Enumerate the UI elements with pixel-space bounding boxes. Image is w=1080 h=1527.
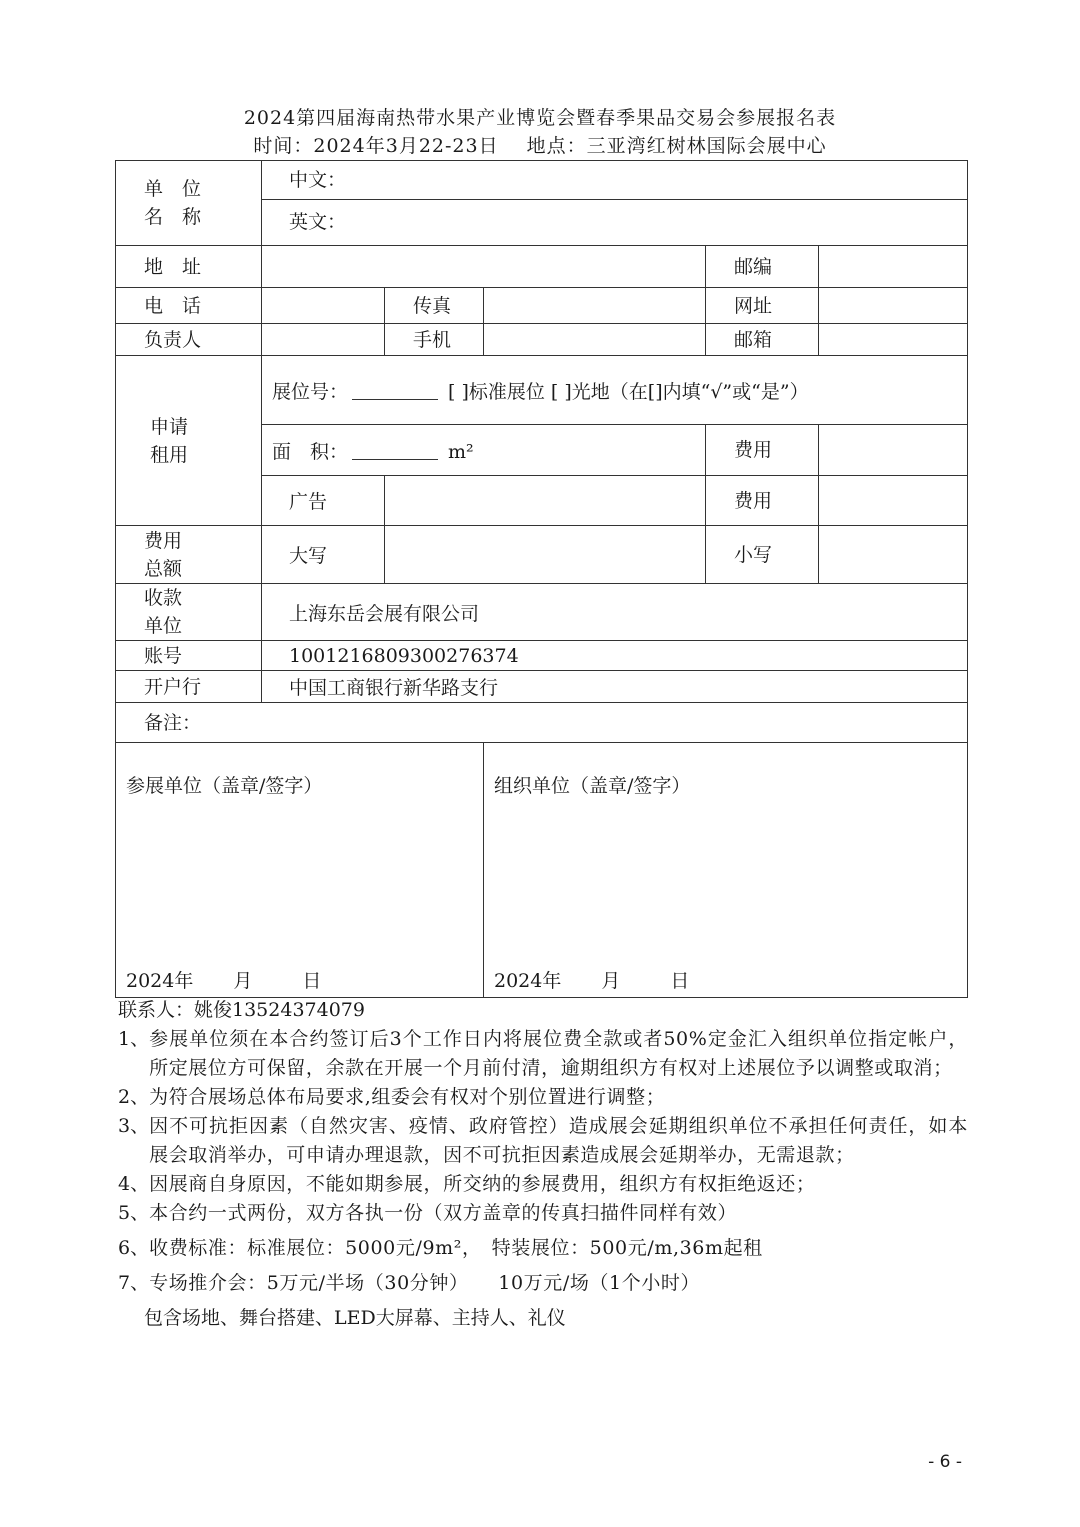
mobile-field[interactable] — [484, 324, 706, 356]
note-number: 4、 — [118, 1173, 150, 1195]
unit-name-row — [116, 161, 968, 246]
phone-field[interactable] — [262, 288, 385, 324]
bank-row — [116, 671, 968, 703]
note-number: 2、 — [118, 1086, 150, 1108]
booth-fee-label: 费用 — [706, 425, 819, 476]
unit-name-cell[interactable] — [262, 161, 968, 246]
note-text: 专场推介会：5万元/半场（30分钟） 10万元/场（1个小时） — [149, 1272, 701, 1294]
note-number: 3、 — [118, 1115, 150, 1137]
event-place: 地点：三亚湾红树林国际会展中心 — [526, 135, 827, 157]
ad-fee-label: 费用 — [706, 476, 819, 526]
note-number: 5、 — [118, 1202, 150, 1224]
note-item — [118, 1199, 968, 1228]
booth-type-options[interactable]: [ ]标准展位 [ ]光地（在[]内填“√”或“是”） — [448, 380, 809, 403]
bank-label: 开户行 — [116, 671, 262, 703]
note-item — [118, 1083, 968, 1112]
registration-table — [115, 160, 968, 998]
fax-label: 传真 — [385, 288, 484, 324]
account-label: 账号 — [116, 641, 262, 671]
page-number: - 6 - — [928, 1452, 962, 1472]
website-label: 网址 — [706, 288, 819, 324]
booth-row — [116, 356, 968, 425]
remarks-row — [116, 703, 968, 743]
address-field[interactable] — [262, 246, 706, 288]
area-label: 面 积： — [272, 440, 349, 463]
remarks-label: 备注： — [144, 711, 202, 734]
lowercase-label: 小写 — [706, 526, 819, 584]
address-row — [116, 246, 968, 288]
ad-label: 广告 — [262, 476, 385, 526]
fax-field[interactable] — [484, 288, 706, 324]
booth-number-blank[interactable] — [352, 381, 438, 400]
phone-label: 电 话 — [116, 288, 262, 324]
exhibitor-signature-box[interactable] — [116, 743, 484, 998]
note-text: 收费标准：标准展位：5000元/9m²， 特装展位：500元/m,36m起租 — [149, 1237, 763, 1259]
payee-label: 收款 单位 — [116, 584, 262, 641]
booth-number-label: 展位号： — [272, 380, 349, 403]
form-subtitle — [0, 131, 1080, 158]
zip-label: 邮编 — [706, 246, 819, 288]
note-number: 6、 — [118, 1237, 150, 1259]
payee-row — [116, 584, 968, 641]
note-item — [118, 1170, 968, 1199]
area-blank[interactable] — [352, 441, 438, 460]
payee-value: 上海东岳会展有限公司 — [262, 584, 968, 641]
phone-row — [116, 288, 968, 324]
exhibitor-date: 2024年 月 日 — [126, 970, 322, 992]
form-title: 2024第四届海南热带水果产业博览会暨春季果品交易会参展报名表 — [243, 107, 837, 129]
email-label: 邮箱 — [706, 324, 819, 356]
english-name-field[interactable]: 英文： — [289, 211, 347, 233]
notes-section — [118, 996, 968, 1333]
signature-row — [116, 743, 968, 998]
ad-fee-field[interactable] — [819, 476, 968, 526]
note-text: 因不可抗拒因素（自然灾害、疫情、政府管控）造成展会延期组织单位不承担任何责任，如本展会取消举办，可申请办理退款，因不可抗拒因素造成展会延期举办，无需退款； — [149, 1115, 968, 1166]
event-time: 时间：2024年3月22-23日 — [253, 135, 499, 157]
uppercase-field[interactable] — [385, 526, 706, 584]
manager-label: 负责人 — [116, 324, 262, 356]
note-text: 为符合展场总体布局要求,组委会有权对个别位置进行调整； — [149, 1086, 666, 1108]
note-item — [118, 1269, 968, 1298]
organizer-signature-box[interactable] — [484, 743, 968, 998]
ad-field[interactable] — [385, 476, 706, 526]
organizer-date: 2024年 月 日 — [494, 970, 690, 992]
note-text: 本合约一式两份，双方各执一份（双方盖章的传真扫描件同样有效） — [149, 1202, 738, 1224]
note-text: 参展单位须在本合约签订后3个工作日内将展位费全款或者50%定金汇入组织单位指定帐户，所定展位方可保留，余款在开展一个月前付清，逾期组织方有权对上述展位予以调整或取消； — [149, 1028, 968, 1079]
booth-fee-field[interactable] — [819, 425, 968, 476]
booth-cell — [262, 356, 968, 425]
zip-field[interactable] — [819, 246, 968, 288]
chinese-name-field[interactable]: 中文： — [262, 161, 967, 200]
area-cell — [262, 425, 706, 476]
account-value: 1001216809300276374 — [262, 641, 968, 671]
note-text: 因展商自身原因，不能如期参展，所交纳的参展费用，组织方有权拒绝返还； — [149, 1173, 816, 1195]
exhibitor-signature-label: 参展单位（盖章/签字） — [126, 775, 323, 797]
mobile-label: 手机 — [385, 324, 484, 356]
notes-tail: 包含场地、舞台搭建、LED大屏幕、主持人、礼仪 — [144, 1307, 566, 1329]
notes-list — [118, 1025, 968, 1298]
total-row — [116, 526, 968, 584]
account-row — [116, 641, 968, 671]
manager-row — [116, 324, 968, 356]
area-unit: m² — [448, 440, 474, 463]
organizer-signature-label: 组织单位（盖章/签字） — [494, 775, 691, 797]
email-field[interactable] — [819, 324, 968, 356]
note-number: 7、 — [118, 1272, 150, 1294]
website-field[interactable] — [819, 288, 968, 324]
manager-field[interactable] — [262, 324, 385, 356]
apply-label: 申请 租用 — [116, 356, 262, 526]
note-item — [118, 1025, 968, 1083]
uppercase-label: 大写 — [262, 526, 385, 584]
address-label: 地 址 — [116, 246, 262, 288]
contact-line: 联系人：姚俊13524374079 — [118, 999, 365, 1021]
note-number: 1、 — [118, 1028, 150, 1050]
lowercase-field[interactable] — [819, 526, 968, 584]
remarks-field[interactable] — [116, 703, 968, 743]
bank-value: 中国工商银行新华路支行 — [262, 671, 968, 703]
unit-name-label: 单 位 名 称 — [116, 161, 262, 246]
note-item — [118, 1112, 968, 1170]
total-label: 费用 总额 — [116, 526, 262, 584]
note-item — [118, 1234, 968, 1263]
